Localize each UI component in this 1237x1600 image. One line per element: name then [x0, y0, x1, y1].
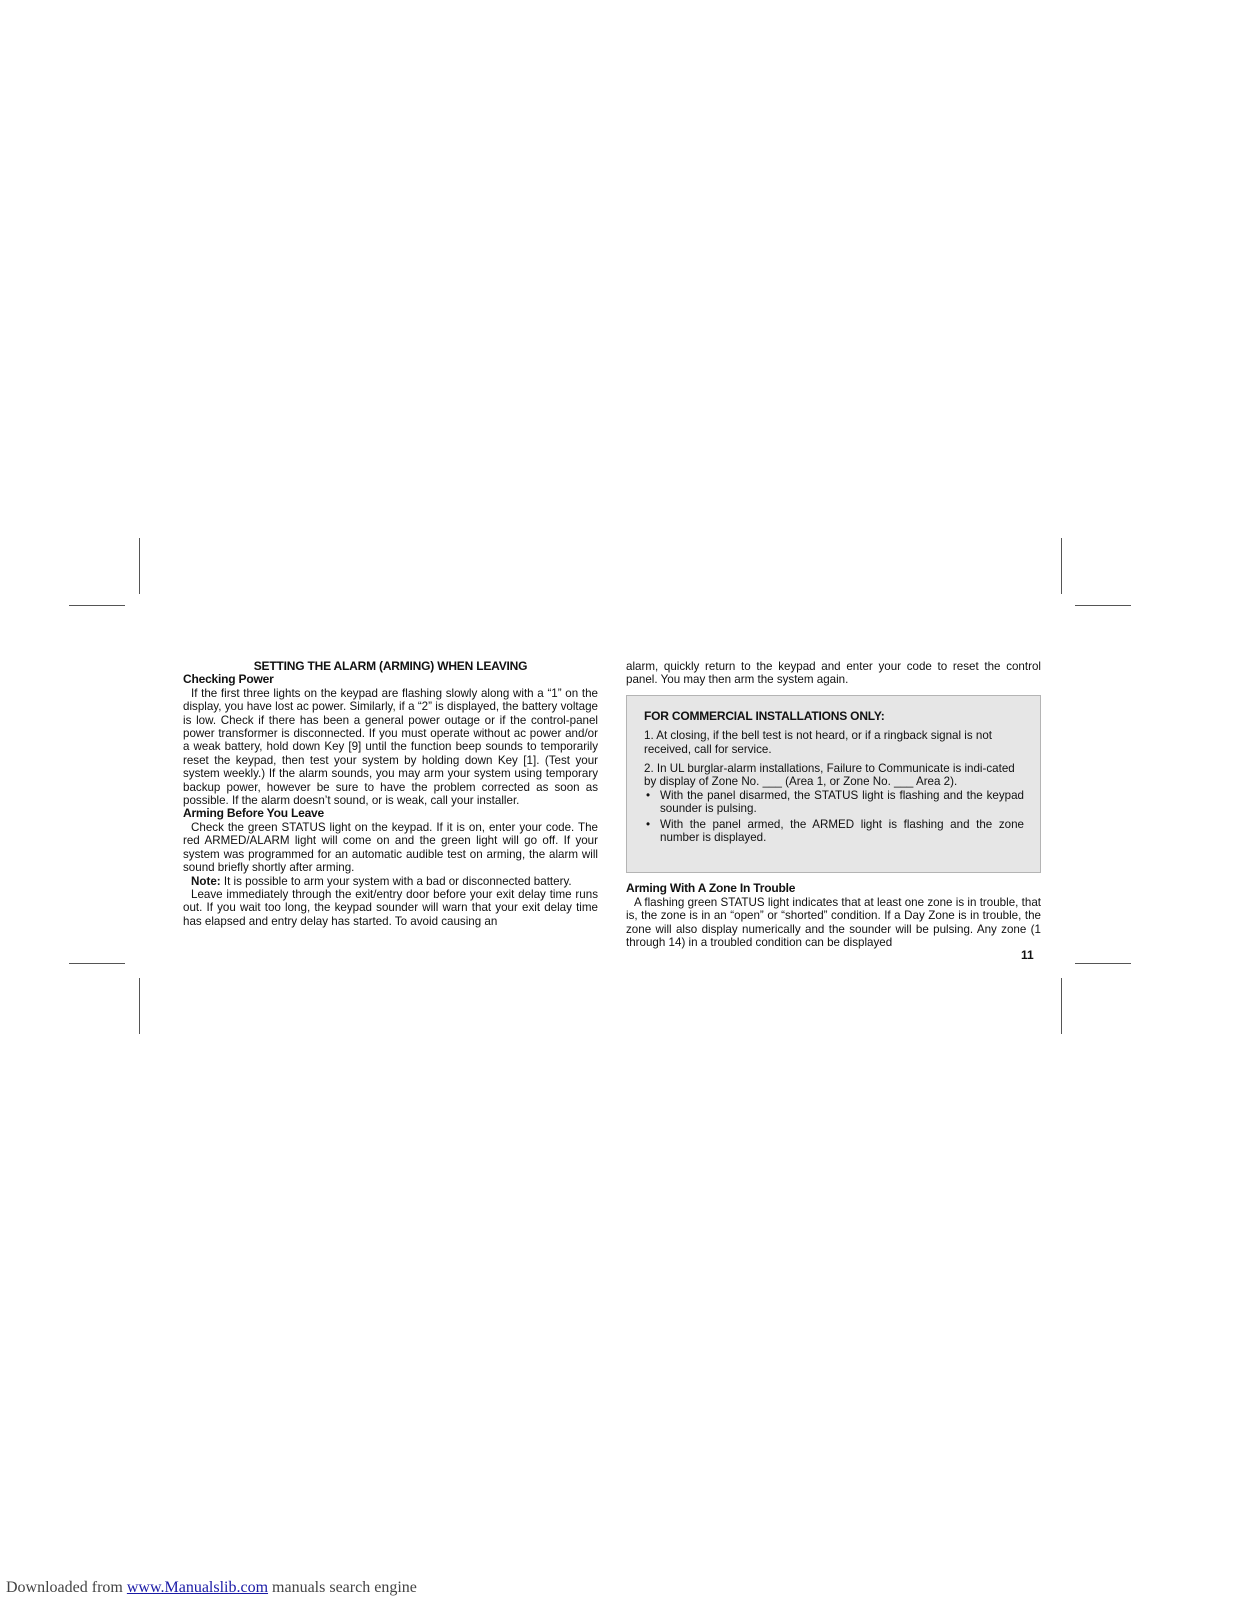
crop-mark-top-right-h	[1075, 605, 1131, 606]
bullet-icon: •	[646, 788, 651, 802]
note-label: Note:	[191, 874, 221, 888]
crop-mark-bottom-right-h	[1075, 963, 1131, 964]
crop-mark-bottom-left	[139, 978, 140, 1034]
zone-trouble-text: A flashing green STATUS light indicates that at least one zone is in trouble, that is, the zone is in an “open” or “shorted” condition. If a Day Zone is in trouble, the zone will also display numerically and the sounder will be pulsing. Any zone (1 through 14) in a troubled condition can be displayed	[626, 895, 1041, 950]
bullet-text: With the panel armed, the ARMED light is flashing and the zone number is displayed.	[660, 817, 1024, 845]
bullet-icon: •	[646, 817, 651, 831]
crop-mark-bottom-left-h	[69, 963, 125, 964]
crop-mark-top-left	[139, 538, 140, 594]
footer-prefix: Downloaded from	[6, 1579, 127, 1596]
note-paragraph	[183, 875, 598, 888]
note-text: It is possible to arm your system with a bad or disconnected battery.	[223, 874, 572, 888]
box-item-2: 2. In UL burglar-alarm installations, Failure to Communicate is indi-cated by display of Zone No. ___ (Area 1, or Zone No. ___ Area 2).	[644, 762, 1015, 789]
crop-mark-bottom-right	[1061, 978, 1062, 1034]
bullet-text: With the panel disarmed, the STATUS light is flashing and the keypad sounder is pulsing.	[660, 788, 1024, 816]
zone-trouble-heading: Arming With A Zone In Trouble	[626, 881, 796, 896]
box-item-1: 1. At closing, if the bell test is not heard, or if a ringback signal is not received, call for service.	[644, 729, 992, 756]
checking-power-text: If the first three lights on the keypad are flashing slowly along with a “1” on the display, you have lost ac power. Similarly, if a “2” is displayed, the battery voltage is low. Check if there has been a general power outage or if the control-panel power transformer is disconnected. If you must operate without ac power and/or a weak battery, hold down Key [9] until the function beep sounds to temporarily reset the keypad, then test your system by holding down Key [1]. (Test your system weekly.) If the alarm sounds, you may arm your system using temporary backup power, however be sure to have the problem corrected as soon as possible. If the alarm doesn’t sound, or is weak, call your installer.	[183, 686, 598, 808]
continuation-text: alarm, quickly return to the keypad and enter your code to reset the control panel. You may then arm the system again.	[626, 660, 1041, 687]
arming-before-heading: Arming Before You Leave	[183, 806, 324, 821]
arming-before-text: Check the green STATUS light on the keypad. If it is on, enter your code. The red ARMED/ALARM light will come on and the green light will go off. If your system was programmed for an automatic audible test on arming, the alarm will sound briefly shortly after arming.	[183, 820, 598, 875]
box-title: FOR COMMERCIAL INSTALLATIONS ONLY:	[644, 708, 885, 723]
box-bullets	[644, 789, 1024, 845]
checking-power-heading: Checking Power	[183, 672, 274, 687]
page-number: 11	[1021, 948, 1034, 962]
manualslib-link[interactable]: www.Manualslib.com	[126, 1579, 269, 1596]
right-column	[626, 660, 1041, 950]
crop-mark-top-left-h	[69, 605, 125, 606]
list-item	[644, 818, 1024, 845]
crop-mark-top-right	[1061, 538, 1062, 594]
leave-text: Leave immediately through the exit/entry door before your exit delay time runs out. If you wait too long, the keypad sounder will warn that your exit delay time has elapsed and entry delay has started. To avoid causing an	[183, 887, 598, 928]
footer	[6, 1579, 417, 1597]
section-title: SETTING THE ALARM (ARMING) WHEN LEAVING	[253, 659, 528, 673]
list-item	[644, 789, 1024, 816]
left-column	[183, 660, 598, 928]
footer-suffix: manuals search engine	[268, 1579, 417, 1596]
commercial-installations-box	[626, 695, 1041, 874]
